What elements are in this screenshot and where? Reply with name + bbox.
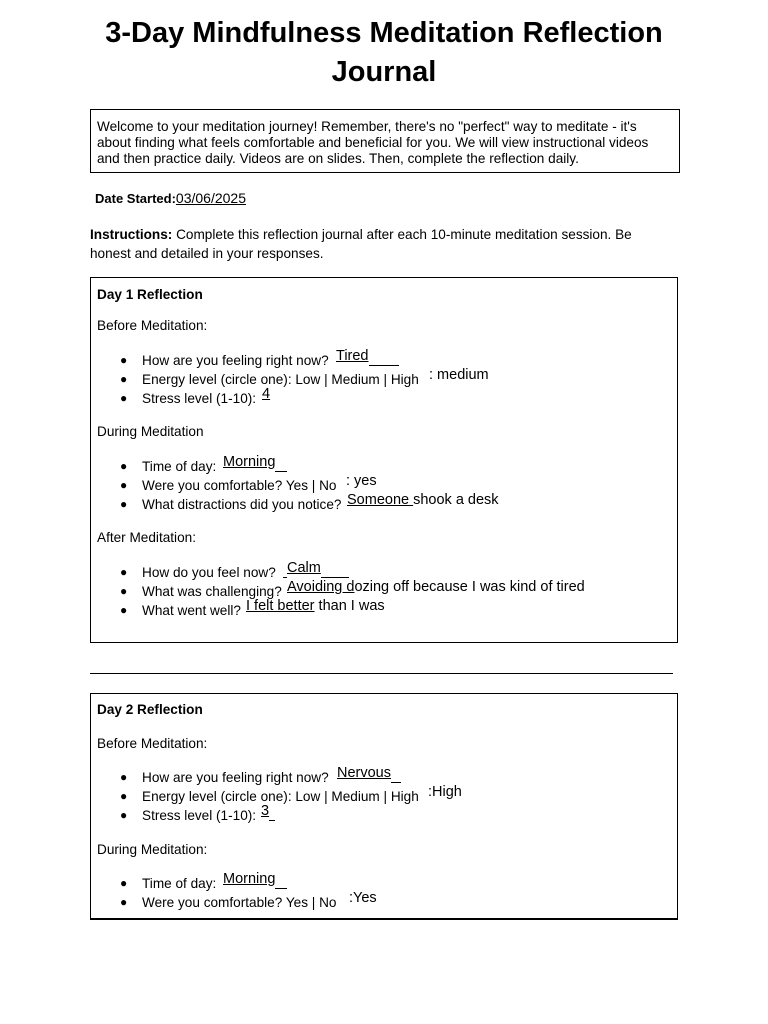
answer-challenging-underlined: Avoiding d: [287, 579, 355, 595]
question-feel-now: How do you feel now?: [142, 565, 276, 580]
day-1-reflection-box: [90, 277, 678, 643]
question-time: Time of day:: [142, 876, 217, 891]
question-went-well: What went well?: [142, 603, 241, 618]
day-1-during-label: During Meditation: [97, 424, 204, 439]
list-item: [91, 803, 677, 825]
list-item: [91, 492, 677, 514]
date-started-label: Date Started:: [95, 191, 176, 206]
question-challenging: What was challenging?: [142, 584, 282, 599]
answer-went-well-rest: than I was: [314, 598, 385, 614]
answer-distractions-rest: shook a desk: [413, 492, 499, 508]
bullet-icon: ●: [120, 895, 128, 909]
answer-feel-now[interactable]: [283, 559, 349, 578]
bullet-icon: ●: [120, 478, 128, 492]
list-item: [91, 454, 677, 476]
list-item: [91, 890, 677, 912]
day-2-heading: Day 2 Reflection: [97, 702, 203, 717]
question-stress: Stress level (1-10):: [142, 808, 257, 823]
bullet-icon: ●: [120, 584, 128, 598]
instructions-text: Complete this reflection journal after each 10-minute meditation session. Be honest and detailed in your responses.: [90, 227, 632, 261]
bullet-icon: ●: [120, 353, 128, 367]
date-started-value[interactable]: 03/06/2025: [175, 190, 246, 206]
answer-energy[interactable]: : medium: [429, 367, 489, 383]
answer-stress-text: 3: [261, 803, 270, 819]
bullet-icon: ●: [120, 789, 128, 803]
question-comfortable: Were you comfortable? Yes | No: [142, 895, 337, 910]
list-item: [91, 784, 677, 806]
question-feeling: How are you feeling right now?: [142, 353, 329, 368]
list-item: [91, 386, 677, 408]
day-1-after-label: After Meditation:: [97, 530, 196, 545]
day-1-heading: Day 1 Reflection: [97, 287, 203, 302]
answer-challenging[interactable]: [287, 578, 585, 597]
answer-distractions-underlined: Someone: [347, 492, 414, 508]
bullet-icon: ●: [120, 770, 128, 784]
title-line-1: 3-Day Mindfulness Meditation Reflection: [105, 17, 663, 49]
answer-time-text: Morning: [223, 871, 276, 887]
bullet-icon: ●: [120, 391, 128, 405]
answer-time-text: Morning: [223, 454, 276, 470]
list-item: [91, 348, 677, 370]
question-time: Time of day:: [142, 459, 217, 474]
day-2-during-label: During Meditation:: [97, 842, 208, 857]
list-item: [91, 598, 677, 620]
page-title: [0, 14, 768, 92]
question-energy: Energy level (circle one): Low | Medium | High: [142, 372, 419, 387]
list-item: [91, 367, 677, 389]
answer-stress[interactable]: [262, 385, 270, 404]
question-energy: Energy level (circle one): Low | Medium | High: [142, 789, 419, 804]
bullet-icon: ●: [120, 876, 128, 890]
answer-time[interactable]: [223, 453, 287, 472]
bullet-icon: ●: [120, 459, 128, 473]
bullet-icon: ●: [120, 603, 128, 617]
instructions-label: Instructions:: [90, 227, 173, 242]
answer-went-well-underlined: I felt better: [246, 598, 315, 614]
question-feeling: How are you feeling right now?: [142, 770, 329, 785]
answer-went-well[interactable]: [246, 597, 385, 616]
title-line-2: Journal: [331, 56, 437, 88]
instructions: [90, 225, 670, 263]
answer-energy[interactable]: :High: [428, 784, 462, 800]
answer-stress-text: 4: [262, 386, 271, 402]
answer-stress[interactable]: [261, 802, 275, 821]
answer-challenging-rest: ozing off because I was kind of tired: [354, 579, 585, 595]
list-item: [91, 871, 677, 893]
intro-box: Welcome to your meditation journey! Remember, there's no "perfect" way to meditate - it's about finding what feels comfortable and beneficial for you. We will view instructional videos and then practice daily. Videos are on slides. Then, complete the reflection daily.: [90, 109, 680, 173]
answer-time[interactable]: [223, 870, 287, 889]
answer-feeling-text: Nervous: [337, 765, 391, 781]
date-started-row: [95, 190, 246, 206]
list-item: [91, 765, 677, 787]
answer-comfortable[interactable]: :Yes: [349, 890, 377, 906]
bullet-icon: ●: [120, 497, 128, 511]
bullet-icon: ●: [120, 372, 128, 386]
answer-feeling[interactable]: [337, 764, 401, 783]
answer-distractions[interactable]: [347, 491, 499, 510]
question-comfortable: Were you comfortable? Yes | No: [142, 478, 337, 493]
day-2-reflection-box: [90, 693, 678, 920]
section-divider: [90, 673, 673, 674]
question-stress: Stress level (1-10):: [142, 391, 257, 406]
bullet-icon: ●: [120, 565, 128, 579]
answer-feel-now-text: Calm: [287, 560, 321, 576]
day-2-before-label: Before Meditation:: [97, 736, 208, 751]
answer-comfortable[interactable]: : yes: [346, 473, 377, 489]
bullet-icon: ●: [120, 808, 128, 822]
day-1-before-label: Before Meditation:: [97, 318, 208, 333]
answer-feeling[interactable]: [336, 347, 399, 366]
answer-feeling-text: Tired: [336, 348, 369, 364]
question-distractions: What distractions did you notice?: [142, 497, 342, 512]
